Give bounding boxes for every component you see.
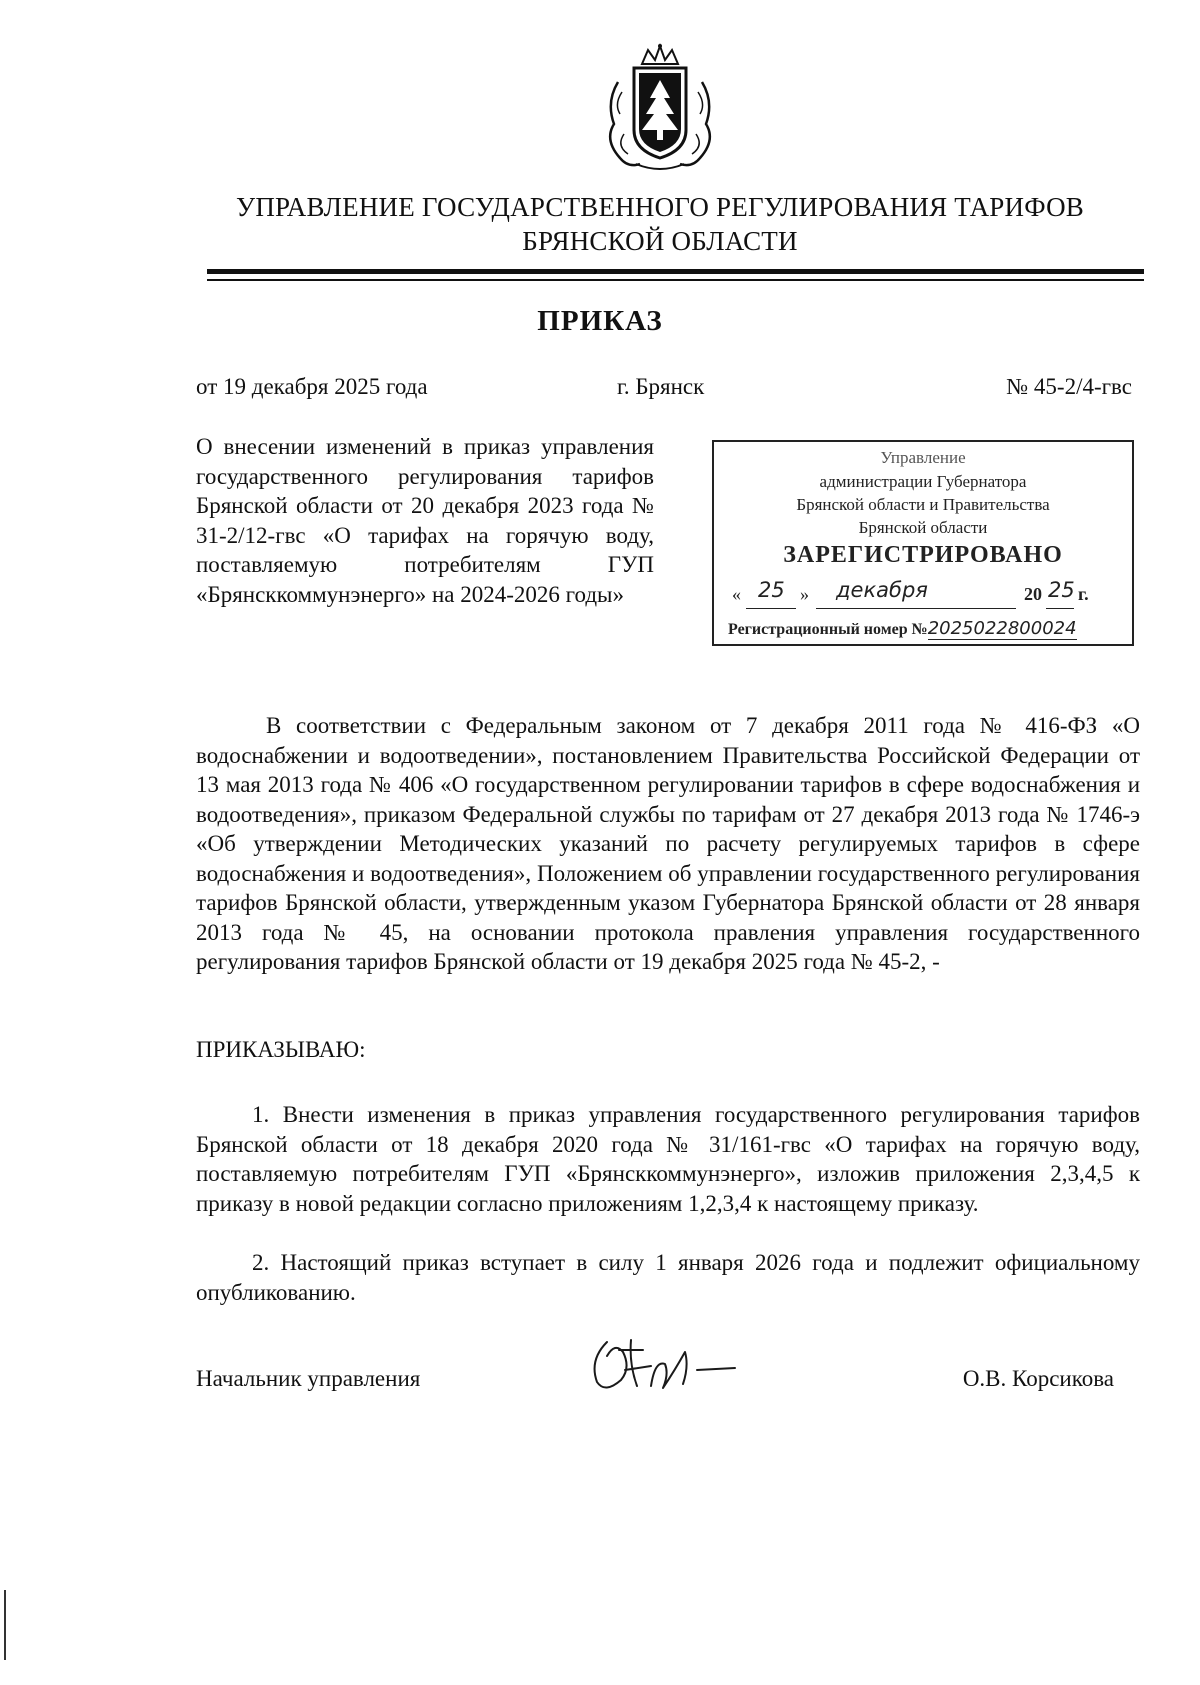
order-item-2: 2. Настоящий приказ вступает в силу 1 января 2026 года и подлежит официальному опубликованию. [196, 1250, 1140, 1305]
stamp-quote-close: » [800, 584, 809, 604]
document-date: от 19 декабря 2025 года [196, 374, 428, 399]
stamp-status: ЗАРЕГИСТРИРОВАНО [783, 542, 1063, 568]
scan-margin-mark [4, 1590, 6, 1660]
handwritten-signature-icon [585, 1330, 745, 1400]
stamp-day-underline [746, 608, 796, 609]
stamp-year-suffix: 25 [1048, 578, 1075, 602]
stamp-date-row [728, 580, 1120, 612]
registration-stamp [712, 440, 1134, 646]
organization-title-line-1: УПРАВЛЕНИЕ ГОСУДАРСТВЕННОГО РЕГУЛИРОВАНИЯ ТАРИФОВ [236, 192, 1084, 222]
coat-of-arms-icon [600, 42, 720, 182]
stamp-registration-row [728, 618, 1128, 639]
stamp-month: декабря [836, 578, 928, 602]
stamp-registration-number: 2025022800024 [927, 618, 1077, 639]
stamp-line-1: Управление [880, 448, 966, 467]
stamp-registration-label: Регистрационный номер № [728, 621, 928, 638]
order-word: ПРИКАЗЫВАЮ: [196, 1037, 366, 1062]
organization-title-line-2: БРЯНСКОЙ ОБЛАСТИ [522, 226, 798, 256]
stamp-year-prefix: 20 [1024, 584, 1042, 604]
stamp-quote-open: « [732, 584, 741, 604]
document-number: № 45-2/4-гвс [1006, 374, 1132, 399]
stamp-line-4: Брянской области [858, 518, 988, 537]
document-city: г. Брянск [617, 374, 705, 399]
stamp-line-3: Брянской области и Правительства [796, 495, 1050, 514]
signatory-title: Начальник управления [196, 1366, 421, 1391]
preamble-paragraph: В соответствии с Федеральным законом от 7 декабря 2011 года № 416-ФЗ «О водоснабжении и водоотведении», постановлением Правительства Российской Федерации от 13 мая 2013 года № 406 «О государственном регулировании тарифов в сфере водоснабжения и водоотведения», приказом Федеральной службы по тарифам от 27 декабря 2013 года № 1746-э «Об утверждении Методических указаний по расчету регулируемых тарифов в сфере водоснабжения и водоотведения», Положением об управлении государственного регулирования тарифов Брянской области, утвержденным указом Губернатора Брянской области от 28 января 2013 года № 45, на основании протокола правления управления государственного регулирования тарифов Брянской области от 19 декабря 2025 года № 45-2, - [196, 713, 1140, 974]
stamp-month-underline [816, 608, 1016, 609]
document-subject: О внесении изменений в приказ управления государственного регулирования тарифов Брянской области от 20 декабря 2023 года № 31-2/12-гвс «О тарифах на горячую воду, поставляемую потребителям ГУП «Брянсккоммунэнерго» на 2024-2026 годы» [196, 434, 654, 607]
header-divider-thin [207, 279, 1144, 281]
header-divider-thick [207, 269, 1144, 274]
stamp-line-2: администрации Губернатора [819, 472, 1027, 491]
stamp-year-unit: г. [1078, 584, 1089, 604]
stamp-year-underline [1046, 608, 1074, 609]
stamp-day: 25 [758, 578, 785, 602]
signatory-name: О.В. Корсикова [962, 1366, 1114, 1391]
document-type-heading: ПРИКАЗ [537, 305, 663, 337]
order-item-1: 1. Внести изменения в приказ управления государственного регулирования тарифов Брянской области от 18 декабря 2020 года № 31/161-гвс «О тарифах на горячую воду, поставляемую потребителям ГУП «Брянсккоммунэнерго», изложив приложения 2,3,4,5 к приказу в новой редакции согласно приложениям 1,2,3,4 к настоящему приказу. [196, 1102, 1140, 1216]
